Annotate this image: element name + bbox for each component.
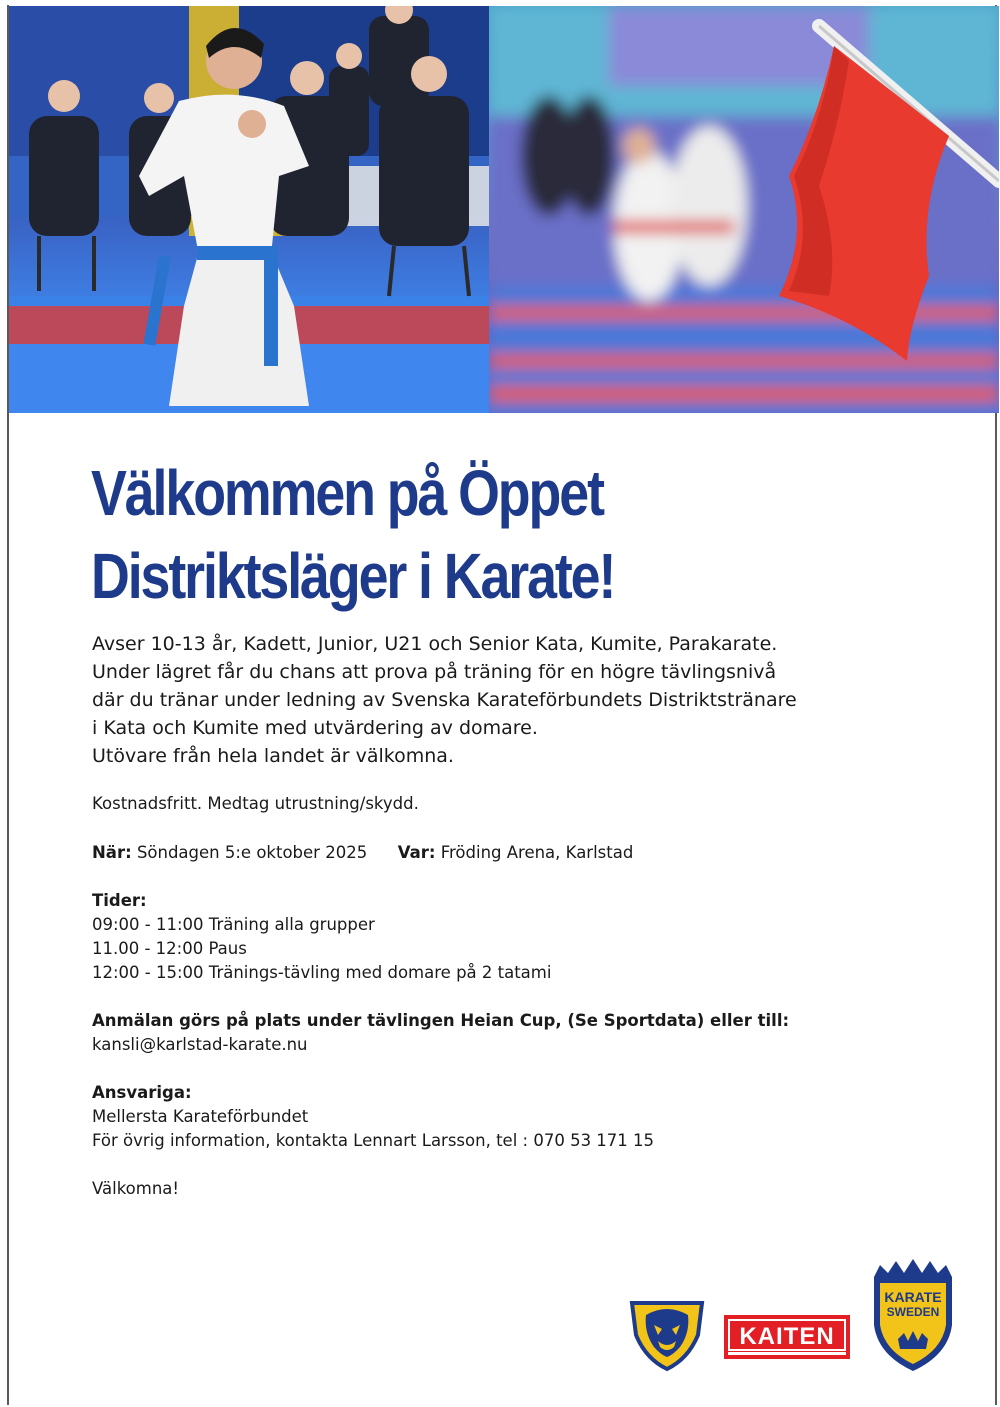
registration-heading: Anmälan görs på plats under tävlingen Heian Cup, (Se Sportdata) eller till: bbox=[92, 1011, 790, 1030]
header-banner bbox=[9, 6, 999, 413]
registration-email: kansli@karlstad-karate.nu bbox=[92, 1035, 308, 1054]
when-label: När: bbox=[92, 843, 132, 862]
intro-paragraph bbox=[92, 630, 812, 770]
responsible-section bbox=[92, 1081, 654, 1153]
intro-line: Utövare från hela landet är välkomna. bbox=[92, 745, 454, 767]
registration-section bbox=[92, 1009, 789, 1057]
responsible-org: Mellersta Karateförbundet bbox=[92, 1107, 309, 1126]
intro-line: i Kata och Kumite med utvärdering av domare. bbox=[92, 717, 538, 739]
karate-sweden-logo bbox=[868, 1255, 958, 1375]
responsible-contact: För övrig information, kontakta Lennart Larsson, tel : 070 53 171 15 bbox=[92, 1131, 655, 1150]
cost-text: Kostnadsfritt. Medtag utrustning/skydd. bbox=[92, 794, 419, 813]
when-value: Söndagen 5:e oktober 2025 bbox=[136, 843, 368, 862]
sponsor-logos bbox=[620, 1255, 960, 1385]
cost-note bbox=[92, 792, 419, 816]
intro-line: där du tränar under ledning av Svenska Karateförbundets Distriktstränare bbox=[92, 689, 797, 711]
closing-text: Välkomna! bbox=[92, 1179, 180, 1198]
when-where bbox=[92, 841, 633, 865]
responsible-heading: Ansvariga: bbox=[92, 1083, 192, 1102]
schedule-section bbox=[92, 889, 551, 985]
athlete-photo-illustration bbox=[9, 6, 489, 413]
schedule-item: 12:00 - 15:00 Tränings-tävling med domare på 2 tatami bbox=[92, 963, 552, 982]
karate-athlete-photo bbox=[9, 6, 489, 413]
kaiten-text: KAITEN bbox=[739, 1323, 835, 1350]
kaiten-logo bbox=[724, 1315, 850, 1359]
red-flag-photo bbox=[489, 6, 999, 413]
karate-sweden-line2: SWEDEN bbox=[886, 1305, 940, 1319]
page-title bbox=[91, 452, 696, 618]
club-shield-logo bbox=[628, 1295, 706, 1373]
schedule-item: 11.00 - 12:00 Paus bbox=[92, 939, 247, 958]
intro-line: Avser 10-13 år, Kadett, Junior, U21 och Senior Kata, Kumite, Parakarate. bbox=[92, 633, 778, 655]
title-line-1: Välkommen på Öppet bbox=[91, 457, 603, 529]
intro-line: Under lägret får du chans att prova på träning för en högre tävlingsnivå bbox=[92, 661, 777, 683]
closing bbox=[92, 1177, 179, 1201]
schedule-heading: Tider: bbox=[92, 891, 147, 910]
flag-photo-illustration bbox=[489, 6, 999, 413]
schedule-item: 09:00 - 11:00 Träning alla grupper bbox=[92, 915, 375, 934]
where-label: Var: bbox=[397, 843, 436, 862]
karate-sweden-line1: KARATE bbox=[884, 1289, 942, 1305]
title-line-2: Distriktsläger i Karate! bbox=[91, 540, 615, 612]
where-value: Fröding Arena, Karlstad bbox=[440, 843, 634, 862]
